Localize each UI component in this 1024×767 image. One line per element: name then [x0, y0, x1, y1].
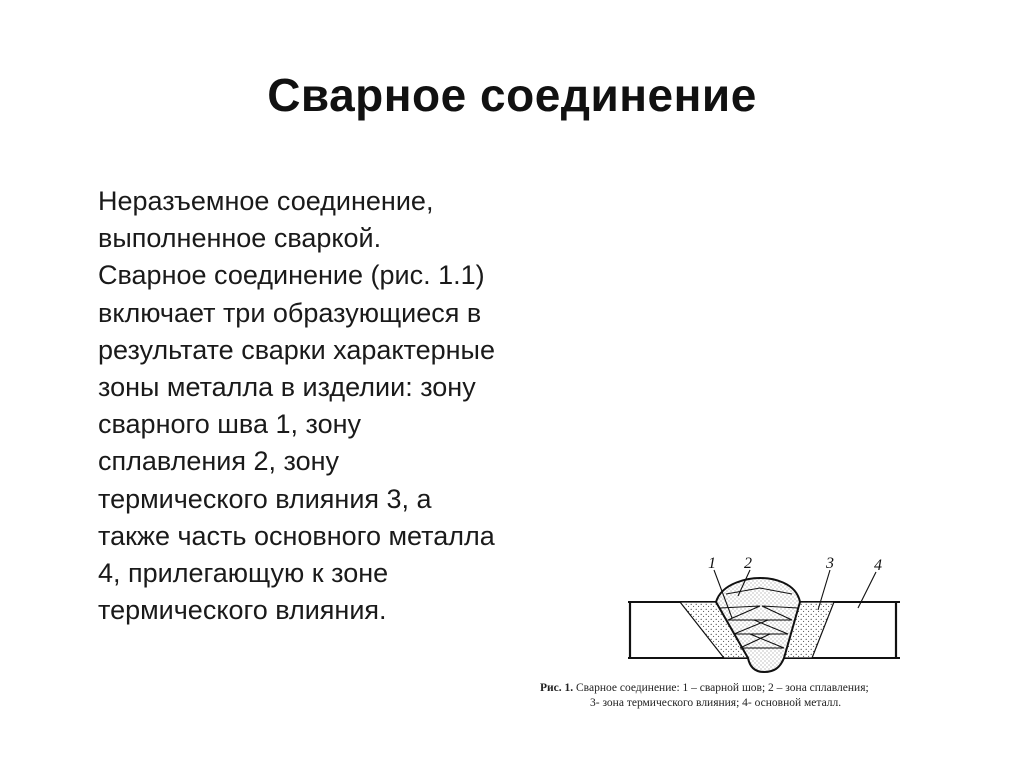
body-line: 4, прилегающую к зоне	[98, 558, 389, 589]
body-line: зоны металла в изделии: зону	[98, 372, 476, 403]
figure-label-3: 3	[826, 555, 834, 572]
body-line: включает три образующиеся в	[98, 297, 482, 328]
figure-label-4: 4	[874, 557, 882, 574]
body-line: Сварное соединение (рис. 1.1)	[98, 260, 485, 291]
body-paragraph	[98, 183, 628, 629]
caption-line-1: Сварное соединение: 1 – сварной шов; 2 – зона сплавления;	[576, 682, 869, 694]
caption-line-2: 3- зона термического влияния; 4- основной металл.	[590, 697, 842, 709]
weld-joint-diagram	[600, 548, 930, 680]
body-line: сплавления 2, зону	[98, 446, 340, 477]
figure-caption	[540, 681, 980, 711]
body-line: также часть основного металла	[98, 520, 495, 551]
body-line: термического влияния 3, а	[98, 483, 432, 514]
slide-title: Сварное соединение	[267, 69, 757, 121]
body-line: результате сварки характерные	[98, 334, 495, 365]
figure-label-1: 1	[708, 555, 716, 572]
caption-prefix: Рис. 1.	[540, 682, 574, 694]
body-line: Неразъемное соединение,	[98, 186, 434, 216]
body-line: выполненное сваркой.	[98, 223, 382, 254]
figure-label-2: 2	[744, 555, 752, 572]
body-line: сварного шва 1, зону	[98, 409, 362, 440]
body-line: термического влияния.	[98, 595, 387, 626]
